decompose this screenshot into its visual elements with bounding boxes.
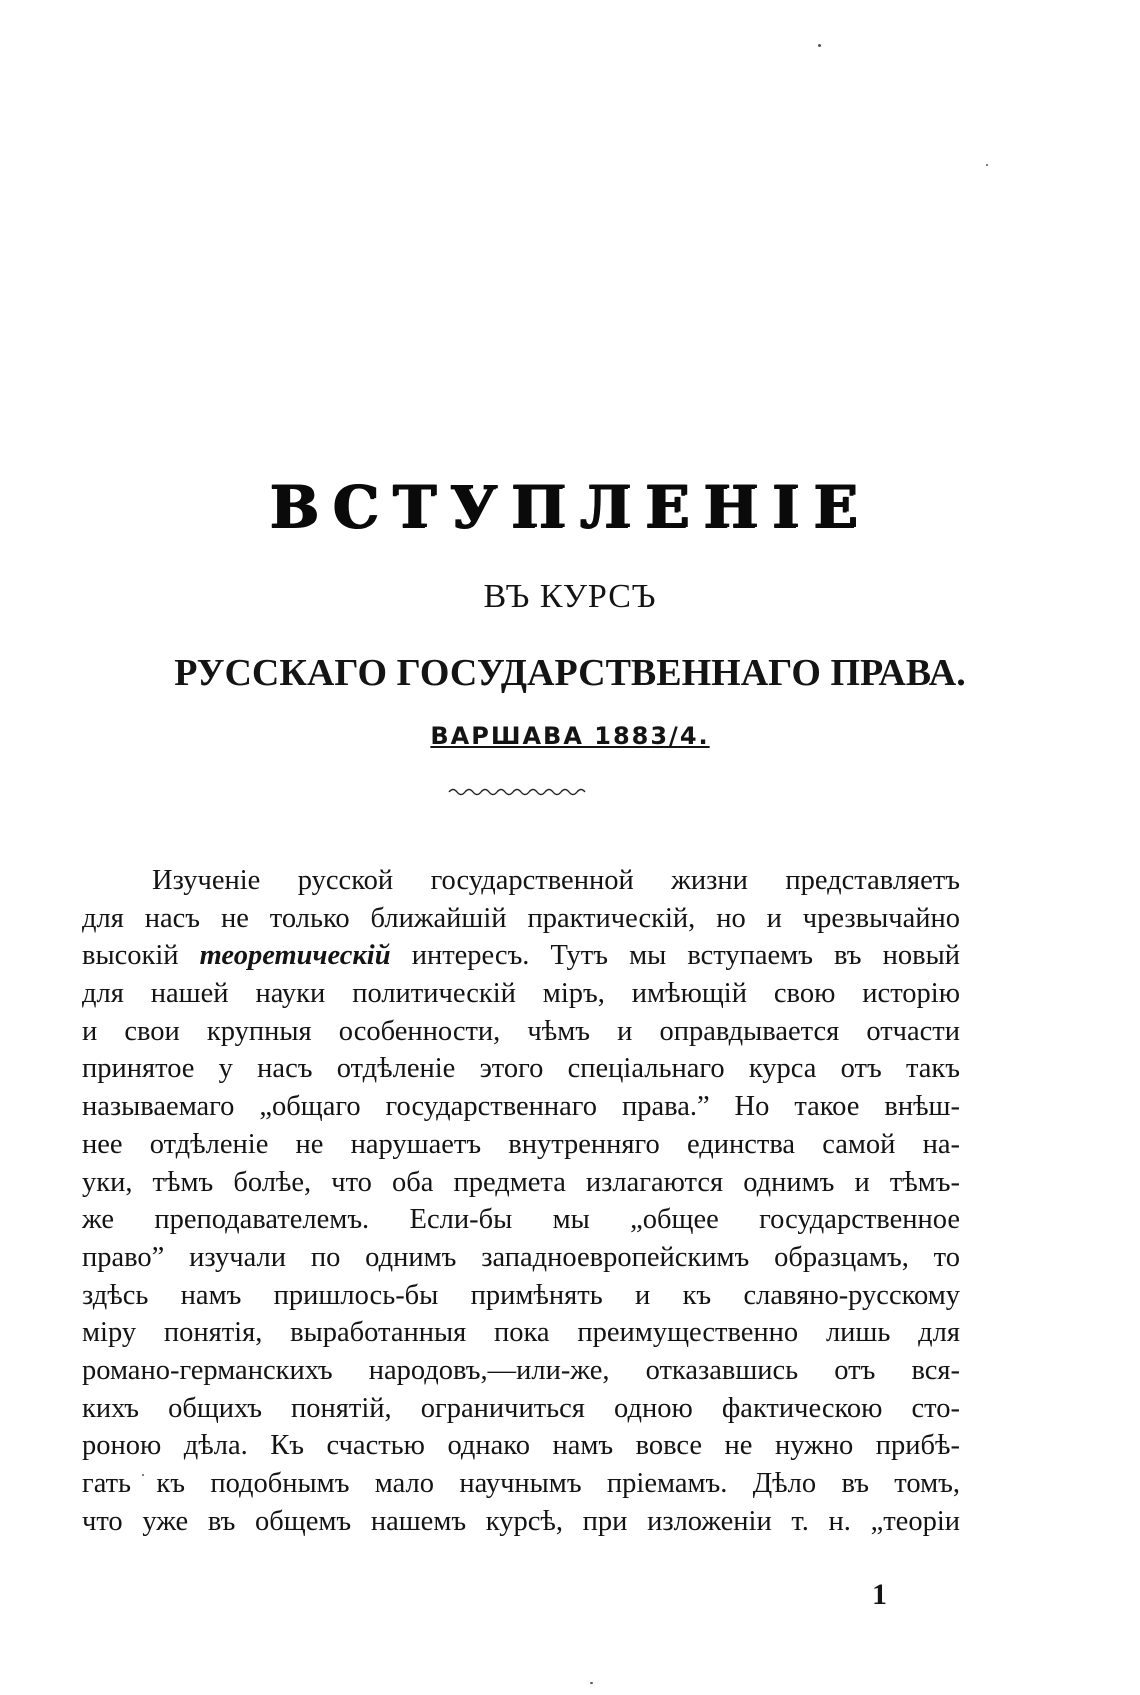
page-title: ВСТУПЛЕНІЕ [269,473,871,541]
text-line: гать къ подобнымъ мало научнымъ пріемамъ. Дѣло въ томъ, [82,1468,960,1499]
place-date: ВАРШАВА 1883/4. [430,722,710,750]
text-line: называемаго „общаго государственнаго права.” Но такое внѣш- [82,1091,960,1123]
text-line: кихъ общихъ понятій, ограничиться одною фактическою сто- [82,1392,960,1424]
text-line: здѣсь намъ пришлось-бы примѣнять и къ славяно-русскому [82,1279,960,1311]
emphasized-word: теоретическій [199,940,391,972]
text-line: міру понятія, выработанныя пока преимущественно лишь для [82,1317,960,1349]
text-line: романо-германскихъ народовъ,—или-же, отказавшись отъ вся- [82,1354,960,1386]
scan-speck [590,1682,593,1684]
text-line: Изученіе русской государственной жизни представляетъ [152,865,960,896]
scan-speck [818,44,821,47]
body-text [82,862,960,1540]
text-line: уки, тѣмъ болѣе, что оба предмета излагаются однимъ и тѣмъ- [82,1166,960,1198]
page-number: 1 [872,1578,887,1611]
text-line: же преподавателемъ. Если-бы мы „общее государственное [82,1204,960,1236]
scan-speck [986,164,988,166]
text-line: принятое у насъ отдѣленіе этого спеціальнаго курса отъ такъ [82,1053,960,1085]
text-line: и свои крупныя особенности, чѣмъ и оправдывается отчасти [82,1015,960,1047]
ornamental-wavy-rule [447,786,587,798]
text-line: для насъ не только ближайшій практическій, но и чрезвычайно [82,902,960,934]
page-subtitle: ВЪ КУРСЪ [483,578,657,615]
text-line: нее отдѣленіе не нарушаетъ внутренняго единства самой на- [82,1128,960,1160]
text-line: что уже въ общемъ нашемъ курсѣ, при изложеніи т. н. „теоріи [82,1505,960,1537]
course-title: РУССКАГО ГОСУДАРСТВЕННАГО ПРАВА. [174,652,966,694]
text-line: для нашей науки политическій міръ, имѣющій свою исторію [82,978,960,1010]
text-line: право” изучали по однимъ западноевропейскимъ образцамъ, то [82,1241,960,1273]
text-line: высокій теоретическій интересъ. Тутъ мы вступаемъ въ новый [82,940,960,972]
text-line: роною дѣла. Къ счастью однако намъ вовсе не нужно прибѣ- [82,1430,960,1462]
